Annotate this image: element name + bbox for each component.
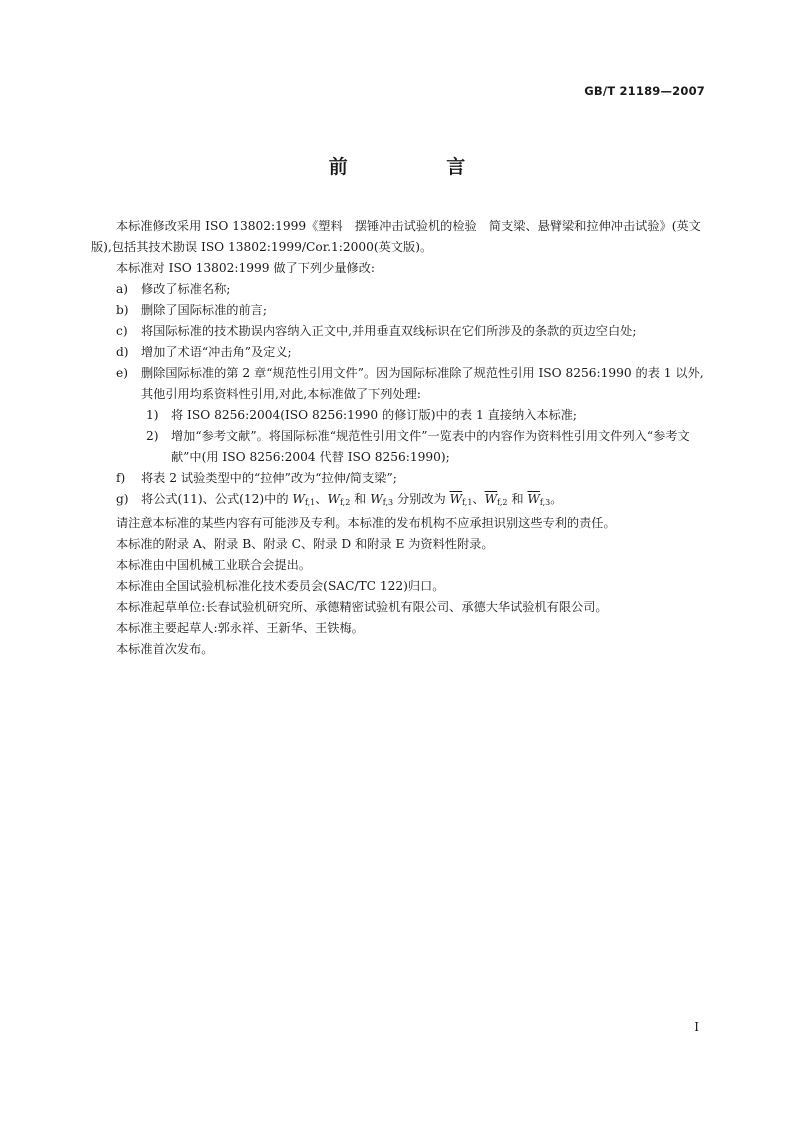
list-marker: c) xyxy=(116,324,128,338)
list-item-text: 将 ISO 8256:2004(ISO 8256:1990 的修订版)中的表 1 直接纳入本标准; xyxy=(171,408,578,422)
list-marker: b) xyxy=(116,303,129,317)
symbol-subscript: f,3 xyxy=(539,498,551,507)
symbol-w-bar: $\overline{W}$ xyxy=(527,492,540,506)
formula-intro-text: 将公式(11)、公式(12)中的 xyxy=(141,492,293,506)
change-item-b xyxy=(91,300,706,321)
formula-mid-text: 分别改为 xyxy=(393,492,450,506)
separator: 、 xyxy=(472,492,485,506)
list-marker: f) xyxy=(116,471,126,485)
list-item-text: 将国际标准的技术勘误内容纳入正文中,并用垂直双线标识在它们所涉及的条款的页边空白处; xyxy=(141,324,637,338)
list-item-text: 删除了国际标准的前言; xyxy=(141,303,267,317)
list-item-text: 增加“参考文献”。将国际标准“规范性引用文件”一览表中的内容作为资料性引用文件列入“参考文献”中(用 ISO 8256:2004 代替 ISO 8256:1990); xyxy=(171,429,690,464)
list-item-text: 增加了术语“冲击角”及定义; xyxy=(141,345,292,359)
page-title: 前 言 xyxy=(328,156,512,178)
change-item-d xyxy=(91,342,706,363)
centralized-by-paragraph: 本标准由全国试验机标准化技术委员会(SAC/TC 122)归口。 xyxy=(116,579,445,593)
change-subitem-e1 xyxy=(91,405,706,426)
page-number: I xyxy=(694,1020,699,1034)
document-number: GB/T 21189—2007 xyxy=(584,84,705,98)
list-marker: a) xyxy=(116,282,129,296)
list-item-text: 删除国际标准的第 2 章“规范性引用文件”。因为国际标准除了规范性引用 ISO 8256:1990 的表 1 以外,其他引用均系资料性引用,对此,本标准做了下列处理: xyxy=(141,366,704,401)
conjunction: 和 xyxy=(507,492,528,506)
symbol-subscript: f,1 xyxy=(462,498,473,507)
symbol-subscript: f,1 xyxy=(304,498,316,507)
list-marker: d) xyxy=(116,345,129,359)
symbol-w-bar: $\overline{W}$ xyxy=(484,492,498,506)
drafting-units-paragraph: 本标准起草单位:长春试验机研究所、承德精密试验机有限公司、承德大华试验机有限公司。 xyxy=(116,600,608,614)
list-item-text: 修改了标准名称; xyxy=(141,282,231,296)
formula-end-text: 。 xyxy=(550,492,563,506)
proposed-by-paragraph: 本标准由中国机械工业联合会提出。 xyxy=(116,558,311,572)
changes-lead-paragraph: 本标准对 ISO 13802:1999 做了下列少量修改: xyxy=(116,261,376,275)
annexes-paragraph: 本标准的附录 A、附录 B、附录 C、附录 D 和附录 E 为资料性附录。 xyxy=(116,537,494,551)
symbol-w-bar: $\overline{W}$ xyxy=(449,492,463,506)
change-item-g xyxy=(91,489,706,513)
first-issue-paragraph: 本标准首次发布。 xyxy=(116,642,214,656)
list-marker: 2) xyxy=(146,429,159,443)
list-item-text: 将表 2 试验类型中的“拉伸”改为“拉伸/简支梁”; xyxy=(141,471,397,485)
list-marker: 1) xyxy=(146,408,159,422)
symbol-subscript: f,3 xyxy=(382,498,394,507)
conjunction: 和 xyxy=(350,492,371,506)
list-item-text xyxy=(141,489,706,513)
foreword-body xyxy=(91,216,706,660)
change-item-f xyxy=(91,468,706,489)
symbol-w: W xyxy=(370,492,383,506)
symbol-subscript: f,2 xyxy=(497,498,508,507)
symbol-subscript: f,2 xyxy=(339,498,351,507)
change-subitem-e2 xyxy=(91,426,706,468)
change-item-a xyxy=(91,279,706,300)
intro-paragraph: 本标准修改采用 ISO 13802:1999《塑料 摆锤冲击试验机的检验 简支梁、悬臂梁和拉伸冲击试验》(英文版),包括其技术勘误 ISO 13802:1999/Cor.1:2000(英文版)。 xyxy=(91,219,701,254)
change-item-c xyxy=(91,321,706,342)
separator: 、 xyxy=(315,492,328,506)
symbol-w: W xyxy=(292,492,305,506)
list-marker: e) xyxy=(116,366,128,380)
drafters-paragraph: 本标准主要起草人:郭永祥、王新华、王铁梅。 xyxy=(116,621,364,635)
list-marker: g) xyxy=(116,492,129,506)
change-item-e xyxy=(91,363,706,405)
symbol-w: W xyxy=(327,492,340,506)
patent-paragraph: 请注意本标准的某些内容有可能涉及专利。本标准的发布机构不应承担识别这些专利的责任。 xyxy=(116,516,616,530)
